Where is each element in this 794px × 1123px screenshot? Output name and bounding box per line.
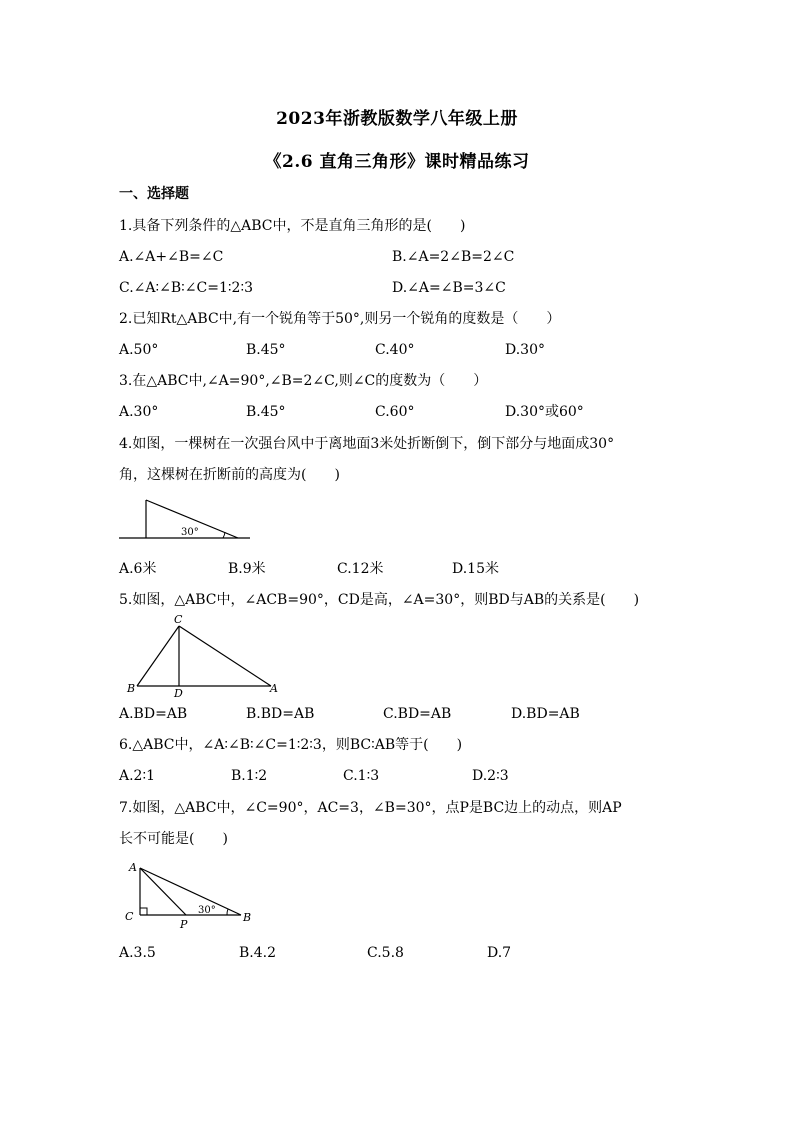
question-1-option-b: B.∠A=2∠B=2∠C xyxy=(392,249,515,265)
question-5-stem: 5.如图，△ABC中，∠ACB=90°，CD是高，∠A=30°，则BD与AB的关系是( ) xyxy=(119,592,640,608)
question-4-option-a: A.6米 xyxy=(119,561,157,577)
question-1-option-a: A.∠A+∠B=∠C xyxy=(119,249,224,265)
vertex-label-b: B xyxy=(243,911,252,924)
question-1-stem: 1.具备下列条件的△ABC中，不是直角三角形的是( ) xyxy=(119,218,466,234)
vertex-label-a: A xyxy=(129,861,137,874)
angle-label: 30° xyxy=(181,527,199,538)
question-3-option-c: C.60° xyxy=(375,404,415,420)
side-bc xyxy=(137,626,179,686)
question-4-option-c: C.12米 xyxy=(337,561,384,577)
right-angle-mark xyxy=(140,908,147,915)
question-7-stem-line-2: 长不可能是( ) xyxy=(119,831,228,847)
question-4-stem-line-2: 角，这棵树在折断前的高度为( ) xyxy=(119,467,340,483)
question-5-option-d: D.BD=AB xyxy=(511,706,580,722)
vertex-label-d: D xyxy=(174,687,183,698)
side-ab xyxy=(140,868,241,915)
question-2-option-d: D.30° xyxy=(505,342,545,358)
section-heading: 一、选择题 xyxy=(119,186,189,202)
side-ca xyxy=(179,626,271,686)
angle-arc xyxy=(227,909,228,915)
question-6-stem: 6.△ABC中，∠A∶∠B∶∠C=1∶2∶3，则BC∶AB等于( ) xyxy=(119,737,463,753)
question-7-option-b: B.4.2 xyxy=(239,945,277,961)
page-title: 2023年浙教版数学八年级上册 xyxy=(276,109,518,129)
question-7-option-c: C.5.8 xyxy=(367,945,404,961)
question-6-option-a: A.2∶1 xyxy=(119,768,156,784)
vertex-label-b: B xyxy=(127,682,136,695)
question-7-triangle-figure xyxy=(119,858,259,930)
question-3-option-d: D.30°或60° xyxy=(505,404,584,420)
question-5-option-a: A.BD=AB xyxy=(119,706,188,722)
question-1-option-d: D.∠A=∠B=3∠C xyxy=(392,280,506,296)
angle-label: 30° xyxy=(198,905,216,916)
question-6-option-c: C.1∶3 xyxy=(343,768,380,784)
angle-arc xyxy=(223,532,225,538)
question-4-stem-line-1: 4.如图，一棵树在一次强台风中于离地面3米处折断倒下，倒下部分与地面成30° xyxy=(119,436,615,452)
question-3-stem: 3.在△ABC中,∠A=90°,∠B=2∠C,则∠C的度数为（ ） xyxy=(119,373,488,389)
question-7-stem-line-1: 7.如图，△ABC中，∠C=90°，AC=3，∠B=30°，点P是BC边上的动点，则AP xyxy=(119,800,622,816)
vertex-label-a: A xyxy=(270,682,278,695)
question-2-option-b: B.45° xyxy=(246,342,286,358)
question-3-option-a: A.30° xyxy=(119,404,159,420)
question-5-option-b: B.BD=AB xyxy=(246,706,315,722)
vertex-label-p: P xyxy=(180,918,188,930)
page-subtitle: 《2.6 直角三角形》课时精品练习 xyxy=(264,152,530,172)
question-4-tree-figure xyxy=(119,496,251,544)
question-6-option-b: B.1∶2 xyxy=(231,768,268,784)
question-5-triangle-figure xyxy=(119,612,287,698)
question-4-option-d: D.15米 xyxy=(452,561,499,577)
question-3-option-b: B.45° xyxy=(246,404,286,420)
vertex-label-c: C xyxy=(125,910,134,923)
question-2-option-a: A.50° xyxy=(119,342,159,358)
question-7-option-a: A.3.5 xyxy=(119,945,156,961)
question-2-option-c: C.40° xyxy=(375,342,415,358)
question-5-option-c: C.BD=AB xyxy=(383,706,452,722)
question-4-option-b: B.9米 xyxy=(228,561,266,577)
question-6-option-d: D.2∶3 xyxy=(472,768,509,784)
vertex-label-c: C xyxy=(174,613,183,626)
question-1-option-c: C.∠A∶∠B∶∠C=1∶2∶3 xyxy=(119,280,253,296)
question-2-stem: 2.已知Rt△ABC中,有一个锐角等于50°,则另一个锐角的度数是（ ） xyxy=(119,311,561,327)
question-7-option-d: D.7 xyxy=(487,945,512,961)
